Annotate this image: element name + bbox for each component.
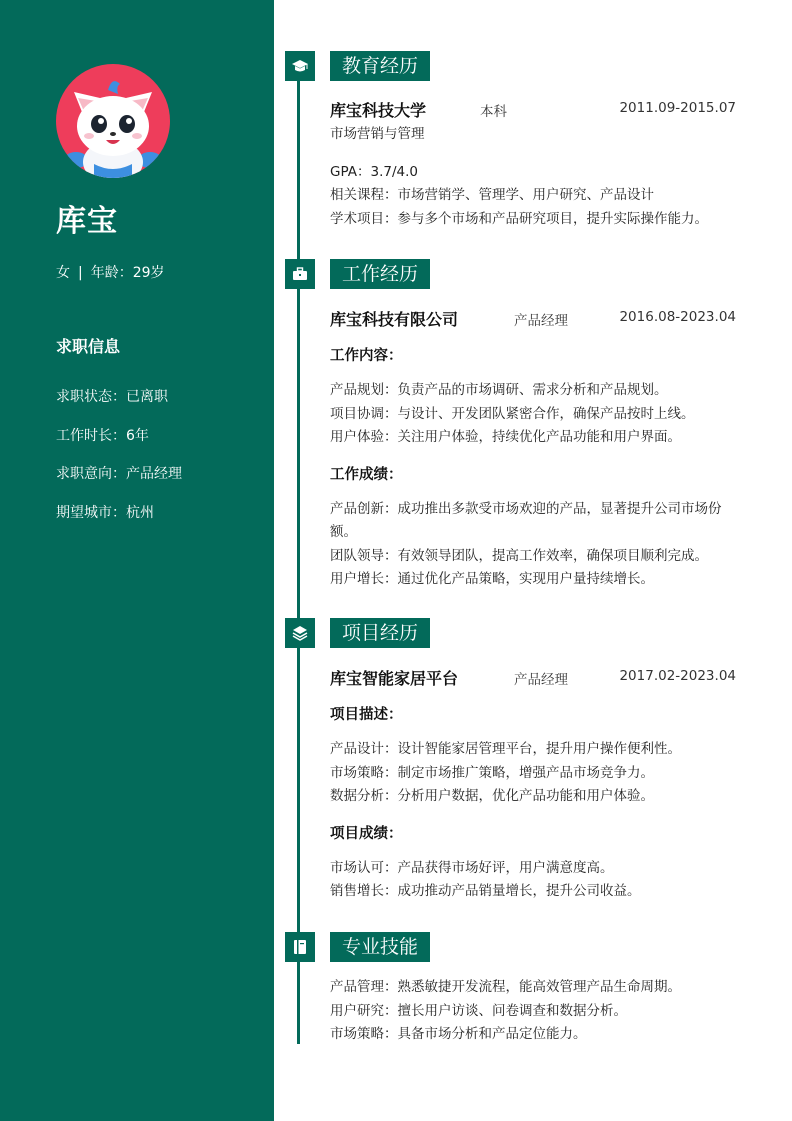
work-content-line: 用户体验：关注用户体验，持续优化产品功能和用户界面。 (330, 429, 681, 445)
project-role: 产品经理 (514, 672, 568, 688)
education-date: 2011.09-2015.07 (619, 100, 736, 116)
job-info-title: 求职信息 (56, 337, 121, 356)
work-content-line: 产品规划：负责产品的市场调研、需求分析和产品规划。 (330, 382, 668, 398)
work-achievement-line: 额。 (330, 524, 357, 540)
project-result-line: 销售增长：成功推动产品销量增长，提升公司收益。 (330, 883, 641, 899)
project-result-line: 市场认可：产品获得市场好评，用户满意度高。 (330, 859, 614, 876)
skill-line: 市场策略：具备市场分析和产品定位能力。 (330, 1026, 587, 1042)
major: 市场营销与管理 (330, 126, 425, 142)
education-line: 相关课程：市场营销学、管理学、用户研究、产品设计 (330, 187, 654, 203)
project-desc-line: 产品设计：设计智能家居管理平台，提升用户操作便利性。 (330, 741, 681, 757)
project-section-title: 项目经历 (330, 618, 430, 648)
job-info-list (56, 386, 182, 540)
project-result-title: 项目成绩： (330, 825, 403, 842)
company-name: 库宝科技有限公司 (330, 310, 459, 329)
work-content-title: 工作内容： (330, 348, 403, 364)
skills-entry (330, 976, 738, 1047)
work-achievement-title: 工作成绩： (330, 466, 403, 483)
sidebar (0, 0, 274, 1121)
job-info-status: 求职状态：已离职 (56, 389, 168, 405)
timeline-line (297, 64, 300, 1044)
work-role: 产品经理 (514, 313, 568, 329)
education-line: GPA：3.7/4.0 (330, 163, 418, 180)
education-line: 学术项目：参与多个市场和产品研究项目，提升实际操作能力。 (330, 210, 708, 227)
basic-info (56, 262, 165, 282)
education-entry (330, 98, 738, 231)
age: 年龄：29岁 (90, 265, 165, 281)
work-achievement-line: 用户增长：通过优化产品策略，实现用户量持续增长。 (330, 571, 654, 587)
skills-section-title: 专业技能 (330, 932, 430, 962)
skill-line: 用户研究：擅长用户访谈、问卷调查和数据分析。 (330, 1002, 627, 1019)
project-entry (330, 666, 738, 904)
info-separator: | (78, 265, 83, 281)
school-name: 库宝科技大学 (330, 101, 427, 120)
project-desc-line: 数据分析：分析用户数据，优化产品功能和用户体验。 (330, 788, 654, 804)
cat-mascot-image (56, 64, 170, 178)
job-info-duration: 工作时长：6年 (56, 427, 149, 444)
work-achievement-line: 团队领导：有效领导团队，提高工作效率，确保项目顺利完成。 (330, 547, 708, 564)
layers-icon (285, 618, 315, 648)
work-section-title: 工作经历 (330, 259, 430, 289)
graduation-cap-icon (285, 51, 315, 81)
work-entry (330, 307, 738, 592)
work-achievement-line: 产品创新：成功推出多款受市场欢迎的产品，显著提升公司市场份 (330, 500, 722, 517)
work-content-line: 项目协调：与设计、开发团队紧密合作，确保产品按时上线。 (330, 405, 695, 422)
project-desc-line: 市场策略：制定市场推广策略，增强产品市场竞争力。 (330, 764, 654, 781)
candidate-name: 库宝 (56, 204, 118, 239)
job-info-intention: 求职意向：产品经理 (56, 466, 182, 482)
skill-line: 产品管理：熟悉敏捷开发流程，能高效管理产品生命周期。 (330, 979, 681, 995)
project-desc-title: 项目描述： (330, 707, 403, 723)
education-section-title: 教育经历 (330, 51, 430, 81)
project-name: 库宝智能家居平台 (330, 669, 459, 688)
avatar (56, 64, 170, 178)
book-icon (285, 932, 315, 962)
degree: 本科 (480, 104, 507, 120)
job-info-city: 期望城市：杭州 (56, 504, 154, 521)
gender: 女 (56, 265, 70, 281)
briefcase-icon (285, 259, 315, 289)
work-date: 2016.08-2023.04 (619, 309, 736, 325)
project-date: 2017.02-2023.04 (619, 668, 736, 684)
